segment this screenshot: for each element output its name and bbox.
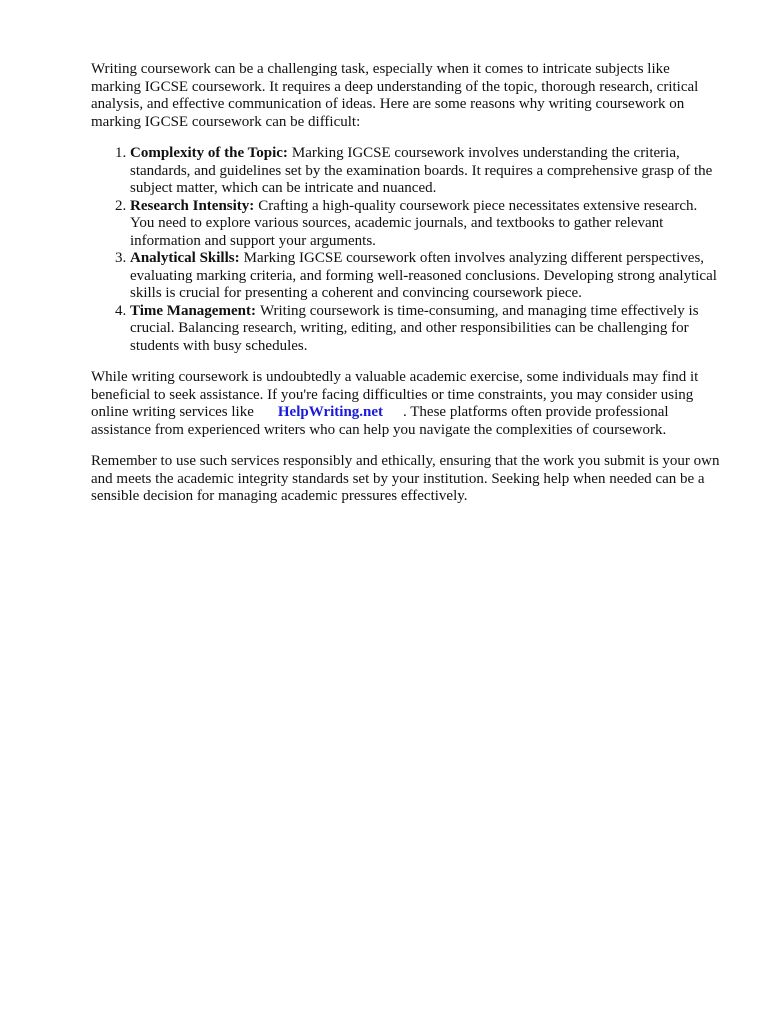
list-item-term: Analytical Skills: xyxy=(130,250,240,266)
list-item-text: Writing coursework is time-consuming, and managing time effectively is crucial. Balancing research, writing, editing, and other responsibilities can be challenging for students with busy schedules. xyxy=(130,302,699,354)
list-item xyxy=(130,250,721,303)
services-text-before: While writing coursework is undoubtedly a valuable academic exercise, some individuals may find it beneficial to seek assistance. If you're facing difficulties or time constraints, you may consider using online writing services like xyxy=(91,369,699,420)
list-item xyxy=(130,303,721,356)
document-page xyxy=(91,61,721,506)
list-item-term: Time Management: xyxy=(130,302,256,319)
closing-paragraph: Remember to use such services responsibly and ethically, ensuring that the work you submit is your own and meets the academic integrity standards set by your institution. Seeking help when needed can be a sensible decision for managing academic pressures effectively. xyxy=(91,453,720,504)
services-paragraph xyxy=(91,369,721,439)
list-item-text: Marking IGCSE coursework often involves analyzing different perspectives, evaluating marking criteria, and forming well-reasoned conclusions. Developing strong analytical skills is crucial for presenting a coherent and convincing coursework piece. xyxy=(130,250,717,301)
list-item-term: Research Intensity: xyxy=(130,197,255,214)
list-item xyxy=(130,145,721,198)
intro-paragraph: Writing coursework can be a challenging task, especially when it comes to intricate subjects like marking IGCSE coursework. It requires a deep understanding of the topic, thorough research, critical analysis, and effective communication of ideas. Here are some reasons why writing coursework on marking IGCSE coursework can be difficult: xyxy=(91,61,699,130)
helpwriting-link[interactable]: HelpWriting.net xyxy=(277,404,384,420)
list-item xyxy=(130,198,721,251)
services-text-after: . These platforms often provide professional assistance from experienced writers who can help you navigate the complexities of coursework. xyxy=(91,404,669,438)
list-item-text: Marking IGCSE coursework involves understanding the criteria, standards, and guidelines set by the examination boards. It requires a comprehensive grasp of the subject matter, which can be intricate and nuanced. xyxy=(130,145,713,196)
list-item-text: Crafting a high-quality coursework piece necessitates extensive research. You need to explore various sources, academic journals, and textbooks to gather relevant information and support your arguments. xyxy=(130,197,698,249)
reasons-list xyxy=(91,145,721,355)
list-item-term: Complexity of the Topic: xyxy=(130,145,288,161)
